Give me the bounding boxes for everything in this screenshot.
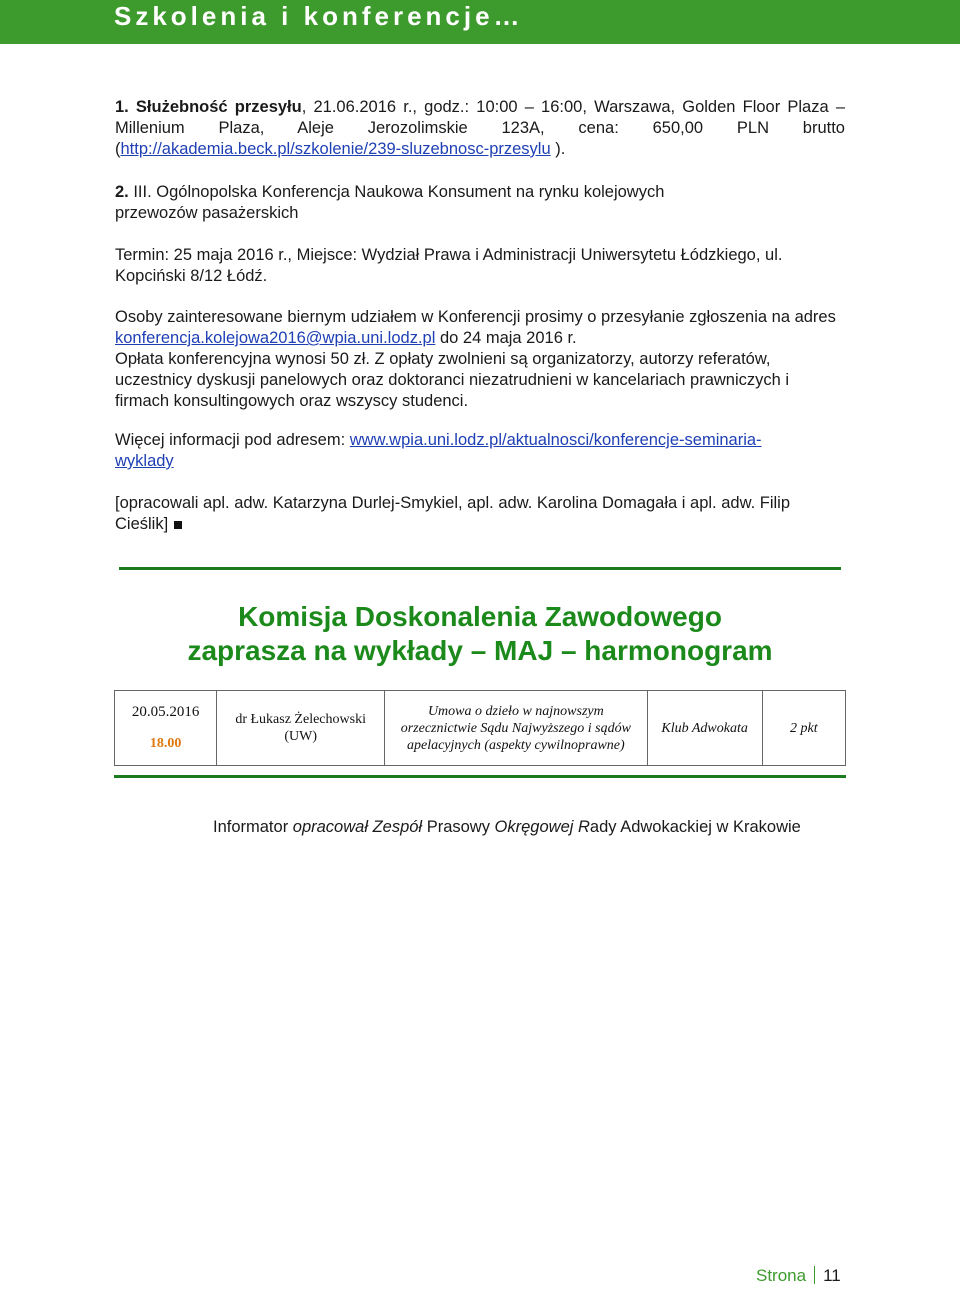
item1-link[interactable]: http://akademia.beck.pl/szkolenie/239-sluzebnosc-przesylu [120, 140, 551, 158]
footer-label: Strona [756, 1266, 807, 1285]
schedule-lecturer: dr Łukasz Żelechowski (UW) [217, 691, 385, 766]
schedule-place: Klub Adwokata [647, 691, 762, 766]
section-divider [119, 567, 841, 570]
schedule-date-cell [115, 691, 217, 766]
item2-termin: Termin: 25 maja 2016 r., Miejsce: Wydział Prawa i Administracji Uniwersytetu Łódzkiego, ul. Kopciński 8/12 Łódź. [115, 246, 783, 285]
table-bottom-rule [114, 775, 846, 778]
item1-after-link: ). [550, 140, 566, 158]
item2-email-link[interactable]: konferencja.kolejowa2016@wpia.uni.lodz.pl [115, 329, 436, 347]
item2-wiecej-link[interactable]: www.wpia.uni.lodz.pl/aktualnosci/konferencje-seminaria-wyklady [115, 431, 762, 470]
item2-authors-text: [opracowali apl. adw. Katarzyna Durlej-Smykiel, apl. adw. Karolina Domagała i apl. adw. Filip Cieślik] [115, 494, 790, 533]
end-of-article-square-icon [174, 521, 182, 529]
informator-part2: opracował Zespół [292, 818, 423, 836]
item2-title-text: III. Ogólnopolska Konferencja Naukowa Konsument na rynku kolejowych przewozów pasażerskich [115, 183, 665, 222]
informator-part5: ady Adwokackiej w Krakowie [589, 818, 801, 836]
item2-wiecej-label: Więcej informacji pod adresem: [115, 431, 350, 449]
item2-title [115, 182, 735, 224]
schedule-table [114, 690, 846, 766]
section-title: Szkolenia i konferencje… [114, 1, 524, 31]
komisja-title-line1: Komisja Doskonalenia Zawodowego [238, 601, 722, 632]
item2-osoby-after: do 24 maja 2016 r. [435, 329, 577, 347]
schedule-topic: Umowa o dzieło w najnowszym orzecznictwie Sądu Najwyższego i sądów apelacyjnych (aspekty cywilnoprawne) [385, 691, 648, 766]
informator-line [213, 817, 801, 838]
page-footer [756, 1266, 841, 1286]
komisja-title-line2: zaprasza na wykłady – MAJ – harmonogram [187, 635, 773, 666]
table-row [115, 691, 846, 766]
schedule-time: 18.00 [149, 736, 182, 751]
item2-authors [115, 493, 845, 535]
item2-osoby-before: Osoby zainteresowane biernym udziałem w Konferencji prosimy o przesyłanie zgłoszenia na adres [115, 308, 836, 326]
item1-paragraph [115, 97, 845, 160]
schedule-date: 20.05.2016 [131, 704, 200, 720]
schedule-points: 2 pkt [762, 691, 845, 766]
item2-osoby [115, 307, 845, 349]
item2-number: 2. [115, 183, 129, 201]
informator-part1: Informator [213, 818, 293, 836]
informator-part3: Prasowy [422, 818, 495, 836]
footer-page-number: 11 [823, 1266, 841, 1285]
item2-wiecej [115, 430, 815, 472]
informator-part4: Okręgowej R [494, 818, 590, 836]
section-header-bar [0, 0, 960, 44]
item1-details: , 21.06.2016 r., godz.: 10:00 – 16:00, Warszawa, Golden Floor Plaza – Millenium Plaza, Aleje Jerozolimskie 123A, cena: 650,00 PLN brutto ( [115, 98, 846, 158]
item1-title: 1. Służebność przesyłu [115, 98, 302, 116]
item2-oplata: Opłata konferencyjna wynosi 50 zł. Z opłaty zwolnieni są organizatorzy, autorzy referatów, uczestnicy dyskusji panelowych oraz doktoranci niezatrudnieni w kancelariach prawniczych i firmach konsultingowych oraz wszyscy studenci. [115, 350, 790, 410]
footer-separator [814, 1266, 815, 1284]
